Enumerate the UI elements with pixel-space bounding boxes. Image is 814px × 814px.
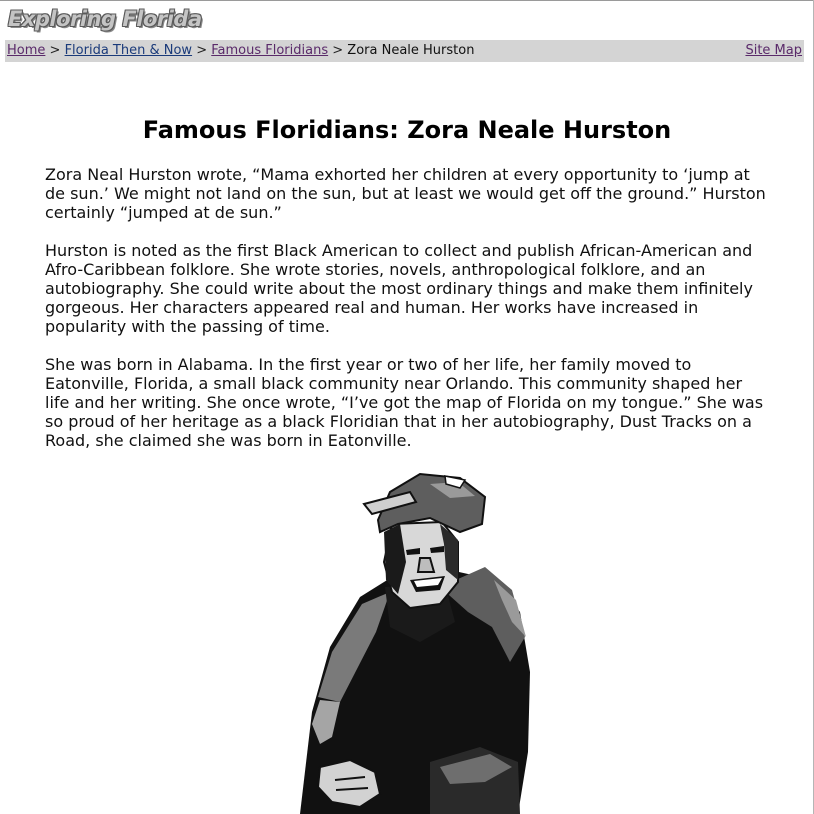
breadcrumb-separator: >: [332, 43, 344, 58]
site-logo[interactable]: Exploring Florida: [8, 7, 202, 31]
page-title: Famous Floridians: Zora Neale Hurston: [142, 116, 672, 144]
breadcrumb-link-florida-then-now[interactable]: Florida Then & Now: [64, 43, 193, 58]
nose-shape: [418, 558, 434, 572]
breadcrumb-trail: [7, 40, 474, 62]
article-body: [45, 165, 770, 469]
paragraph-folklore: Hurston is noted as the first Black American to collect and publish African-American and Afro-Caribbean folklore. She wrote stories, novels, anthropological folklore, and an autobiography. She could write about the most ordinary things and make them infinitely gorgeous. Her characters appeared real and human. Her works have increased in popularity with the passing of time.: [45, 241, 753, 336]
top-border: [0, 0, 814, 1]
paragraph-intro: Zora Neal Hurston wrote, “Mama exhorted her children at every opportunity to ‘jump at de sun.’ We might not land on the sun, but at least we would get off the ground.” Hurston certainly “jumped at de sun.”: [45, 165, 766, 222]
breadcrumb-separator: >: [196, 43, 208, 58]
portrait-illustration: [280, 462, 540, 814]
breadcrumb-link-home[interactable]: Home: [7, 43, 46, 58]
breadcrumb-separator: >: [49, 43, 61, 58]
breadcrumb: [5, 40, 804, 62]
site-map-link[interactable]: Site Map: [745, 43, 802, 58]
breadcrumb-current: Zora Neale Hurston: [347, 43, 475, 58]
paragraph-eatonville: She was born in Alabama. In the first year or two of her life, her family moved to Eatonville, Florida, a small black community near Orlando. This community shaped her life and her writing. She once wrote, “I’ve got the map of Florida on my tongue.” She was so proud of her heritage as a black Floridian that in her autobiography, Dust Tracks on a Road, she claimed she was born in Eatonville.: [45, 355, 764, 450]
breadcrumb-link-famous-floridians[interactable]: Famous Floridians: [211, 43, 329, 58]
